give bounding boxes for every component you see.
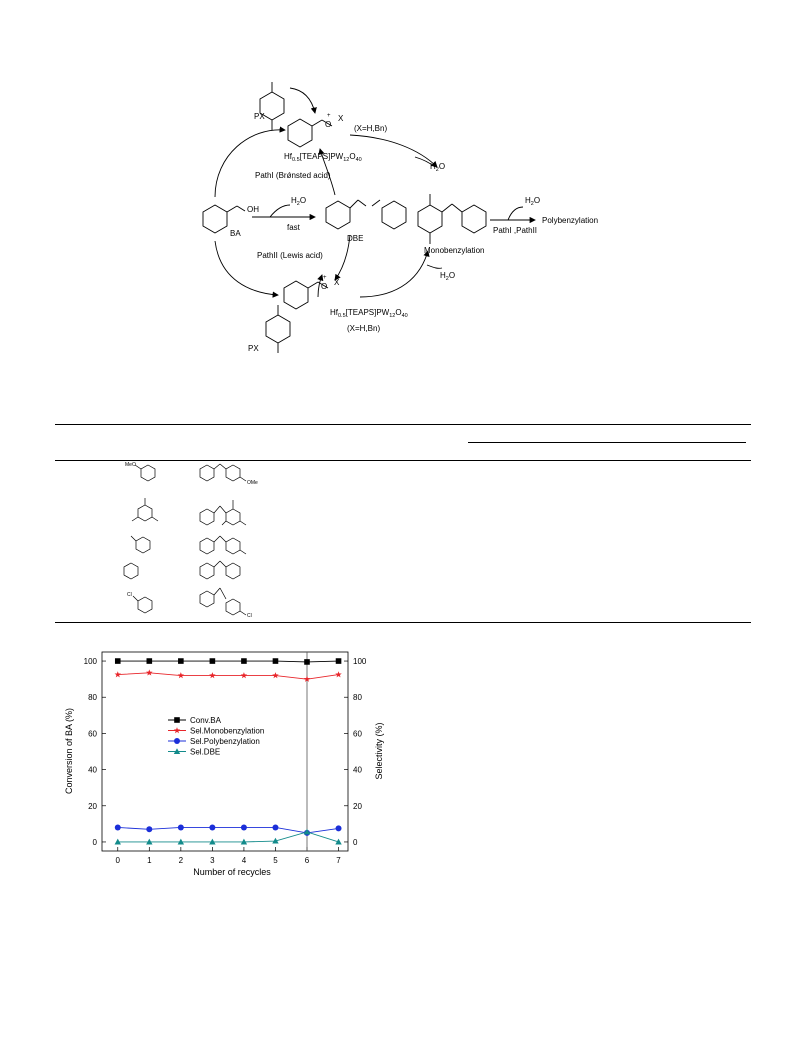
data-point-conv-ba <box>210 658 216 664</box>
y-tick-label-right: 60 <box>353 729 362 739</box>
px-top-label: PX <box>254 112 265 121</box>
h2o-fast: $H_2O$ <box>291 196 307 207</box>
data-point-conv-ba <box>178 658 184 664</box>
cl-product-label: Cl <box>247 613 252 619</box>
legend-label-sel-polybenzylation: Sel.Polybenzylation <box>190 737 260 746</box>
y-axis-label-right: Selectivity (%) <box>374 722 384 780</box>
recycle-chart <box>60 648 390 883</box>
x-top-label: X <box>338 114 344 123</box>
dbe-molecule <box>326 200 406 229</box>
fast-label: fast <box>287 223 300 232</box>
mesitylene-product-structure <box>200 500 246 525</box>
px-bottom-label: PX <box>248 344 259 353</box>
legend-label-sel-dbe: Sel.DBE <box>190 747 221 757</box>
meo-label: MeO <box>125 462 136 468</box>
bottom-water-loss <box>427 265 442 268</box>
data-point-sel-monobenzylation <box>178 672 184 678</box>
y-tick-label-left: 0 <box>92 837 97 847</box>
h2o-bottom: $H_2O$ <box>440 271 456 282</box>
data-point-sel-polybenzylation <box>115 824 121 830</box>
chlorobenzene-product-structure <box>200 588 246 615</box>
data-point-sel-polybenzylation <box>209 824 215 830</box>
data-point-sel-monobenzylation <box>241 672 247 678</box>
o-top-label: O <box>325 120 332 129</box>
y-tick-label-left: 80 <box>88 693 97 703</box>
plot-frame <box>102 652 348 851</box>
data-point-sel-monobenzylation <box>272 672 278 678</box>
data-point-sel-polybenzylation <box>178 824 184 830</box>
x-tick-label: 1 <box>147 856 152 865</box>
reaction-scheme <box>190 75 620 365</box>
x-tick-label: 2 <box>178 856 184 865</box>
y-tick-label-left: 20 <box>88 801 97 811</box>
mesitylene-structure <box>132 498 158 521</box>
ba-label: BA <box>230 229 241 238</box>
y-tick-label-right: 40 <box>353 765 362 775</box>
x-tick-label: 7 <box>336 856 341 865</box>
benzene-product-structure <box>200 561 240 579</box>
x-axis-label: Number of recycles <box>193 867 271 877</box>
anisole-structure <box>135 465 155 481</box>
data-point-conv-ba <box>147 658 153 664</box>
o-plus-bottom: + <box>323 275 327 281</box>
toluene-structure <box>131 536 150 553</box>
px-bottom-molecule <box>266 305 290 353</box>
path2-label: PathII (Lewis acid) <box>257 251 323 260</box>
path1-arrow <box>215 130 285 197</box>
path1-label: PathI (Brǿnsted acid) <box>255 171 331 180</box>
to-mono-arrow-bottom <box>360 251 428 297</box>
h2o-top: $H_2O$ <box>430 162 446 173</box>
legend-marker-sel-polybenzylation <box>174 738 180 744</box>
y-tick-label-right: 80 <box>353 693 362 703</box>
data-point-conv-ba <box>115 658 121 664</box>
legend-label-sel-monobenzylation: Sel.Monobenzylation <box>190 726 265 736</box>
data-point-conv-ba <box>241 658 247 664</box>
catalyst-top: $Hf_{0.5}[TEAPS]PW_{12}O_{40}$ <box>284 152 362 163</box>
table-rule-top <box>55 424 751 425</box>
y-tick-label-left: 60 <box>88 729 97 739</box>
cl-label: Cl <box>127 592 132 598</box>
y-tick-label-right: 100 <box>353 657 367 667</box>
o-plus-top: + <box>327 113 331 119</box>
y-tick-label-right: 20 <box>353 801 362 811</box>
data-point-sel-polybenzylation <box>336 825 342 831</box>
chlorobenzene-structure <box>133 596 152 613</box>
toluene-product-structure <box>200 536 246 554</box>
poly-water-loss <box>508 207 523 220</box>
data-point-sel-monobenzylation <box>115 671 121 677</box>
y-axis-label-left: Conversion of BA (%) <box>64 707 74 795</box>
table-rule-bottom <box>55 622 751 623</box>
benzene-structure <box>124 563 138 579</box>
o-bottom-label: O <box>321 282 328 291</box>
px-top-molecule <box>260 82 284 130</box>
poly-label: Polybenzylation <box>542 216 599 225</box>
data-point-sel-monobenzylation <box>209 672 215 678</box>
legend-marker-sel-monobenzylation <box>174 727 180 733</box>
legend-label-conv-ba: Conv.BA <box>190 716 221 725</box>
h2o-poly: $H_2O$ <box>525 196 541 207</box>
catalyst-bottom: $Hf_{0.5}[TEAPS]PW_{12}O_{40}$ <box>330 308 408 319</box>
plot-area <box>84 652 367 865</box>
data-point-conv-ba <box>336 658 342 664</box>
x-tick-label: 5 <box>273 856 278 865</box>
data-point-sel-monobenzylation <box>146 669 152 675</box>
x-tick-label: 4 <box>241 856 247 865</box>
data-point-conv-ba <box>304 659 310 665</box>
paths-label: PathI ,PathII <box>493 226 538 235</box>
oh-label: OH <box>247 205 259 214</box>
x-bottom-label: X <box>334 278 340 287</box>
y-tick-label-left: 100 <box>83 657 97 667</box>
px-top-arrow <box>290 88 315 113</box>
data-point-sel-polybenzylation <box>146 826 152 832</box>
legend-marker-conv-ba <box>174 717 180 723</box>
ba-water-loss <box>270 205 290 217</box>
y-tick-label-right: 0 <box>353 837 358 847</box>
x-tick-label: 0 <box>115 856 120 865</box>
anisole-product-structure <box>200 464 246 481</box>
to-mono-arrow-top <box>350 135 437 167</box>
path2-arrow <box>215 241 278 295</box>
data-point-sel-polybenzylation <box>241 824 247 830</box>
mono-label: Monobenzylation <box>424 246 485 255</box>
monobenzylation-molecule <box>418 194 486 244</box>
data-point-sel-polybenzylation <box>272 824 278 830</box>
x-tick-label: 3 <box>210 856 215 865</box>
x-tick-label: 6 <box>304 856 310 865</box>
data-point-sel-monobenzylation <box>335 671 341 677</box>
y-tick-label-left: 40 <box>88 765 97 775</box>
table-rule-sub <box>468 442 746 443</box>
substrate-structures <box>55 460 315 620</box>
data-point-conv-ba <box>273 658 279 664</box>
x-def-top: (X=H,Bn) <box>354 124 388 133</box>
ome-label: OMe <box>247 480 258 486</box>
dbe-label: DBE <box>347 234 364 243</box>
x-def-bottom: (X=H,Bn) <box>347 324 381 333</box>
